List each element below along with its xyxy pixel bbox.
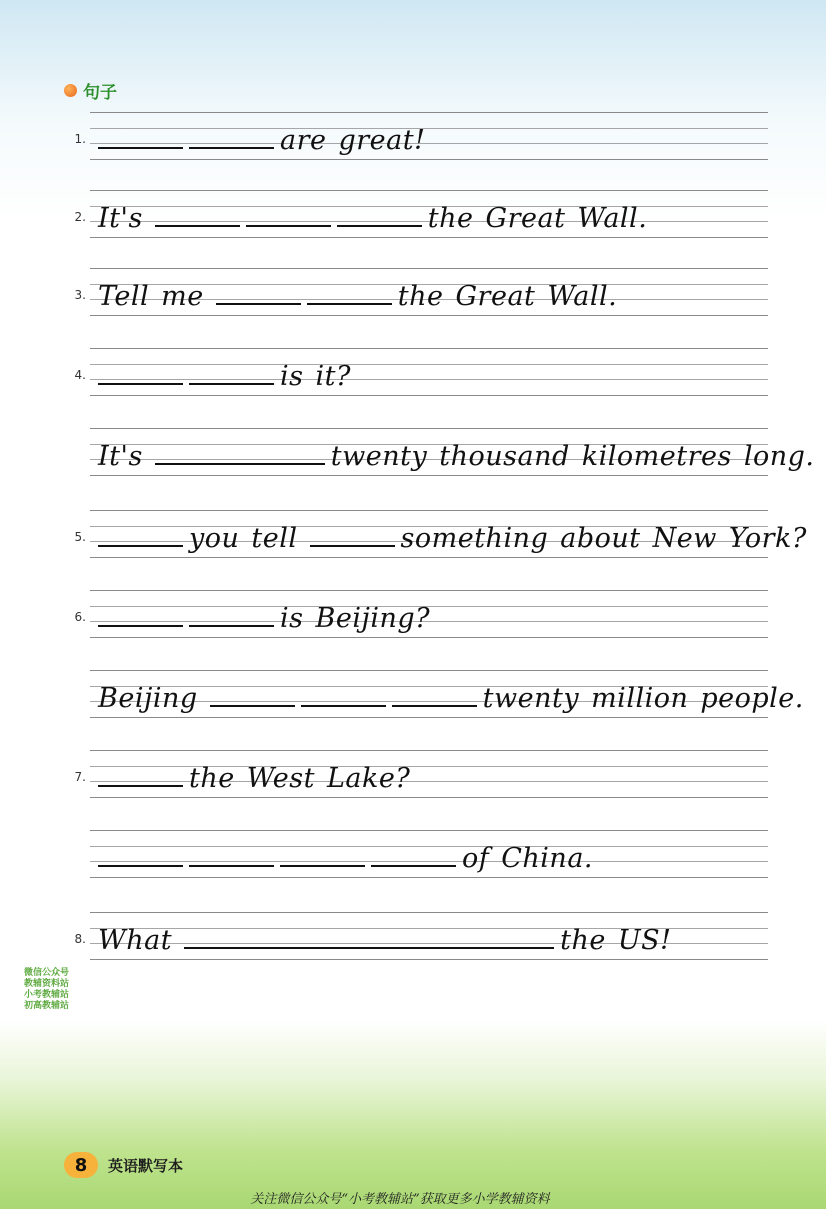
watermark-line: 微信公众号 [24,968,70,978]
sentence-text [98,834,605,874]
sentence-word: US! [617,925,672,956]
answer-blank[interactable] [98,544,183,547]
answer-blank[interactable] [307,302,392,305]
answer-blank[interactable] [392,704,477,707]
sentence-word: Great [485,203,566,234]
sentence-word: tell [251,523,298,554]
sentence-word: you [189,523,240,554]
sentence-text [98,116,437,156]
sentence-text [98,916,683,956]
sentence-word: it? [315,361,351,392]
answer-blank[interactable] [301,704,386,707]
sentence-word: York? [728,523,807,554]
line-number: 8. [74,932,86,946]
sentence-word: China. [501,843,594,874]
sentence-word: great! [338,125,426,156]
sentence-word: Wall. [577,203,648,234]
line-number: 6. [74,610,86,624]
sentence-word: thousand [439,441,570,472]
exercise-line [0,268,800,318]
bottom-note: 关注微信公众号“小考教辅站”获取更多小学教辅资料 [250,1192,550,1207]
sentence-text [98,594,442,634]
sentence-word: twenty [482,683,580,714]
sentence-word: Beijing [98,683,198,714]
answer-blank[interactable] [189,864,274,867]
sentence-text [98,674,816,714]
answer-blank[interactable] [210,704,295,707]
answer-blank[interactable] [155,462,325,465]
answer-blank[interactable] [280,864,365,867]
answer-blank[interactable] [155,224,240,227]
sentence-word: It's [98,441,143,472]
sentence-word: the [189,763,235,794]
answer-blank[interactable] [184,946,554,949]
answer-blank[interactable] [371,864,456,867]
answer-blank[interactable] [189,624,274,627]
answer-blank[interactable] [310,544,395,547]
exercise-line [0,428,815,478]
sentence-word: What [98,925,173,956]
sentence-word: the [397,281,444,312]
sentence-word: It's [98,203,143,234]
sentence-word: Beijing? [315,603,431,634]
answer-blank[interactable] [98,146,183,149]
sentence-text [98,194,659,234]
exercise-line [0,510,807,560]
sentence-text [98,754,422,794]
line-number: 1. [74,132,86,146]
exercise-line [0,670,804,720]
watermark-line: 初高教辅站 [24,1001,70,1011]
answer-blank[interactable] [98,784,183,787]
answer-blank[interactable] [189,146,274,149]
line-number: 7. [74,770,86,784]
sentence-word: New [652,523,717,554]
answer-blank[interactable] [246,224,331,227]
answer-blank[interactable] [337,224,422,227]
watermark-line: 教辅资料站 [24,979,70,989]
sentence-word: Great [455,281,536,312]
answer-blank[interactable] [216,302,301,305]
section-title: 句子 [83,83,117,103]
sentence-word: of [462,843,490,874]
page-footer [64,1152,183,1178]
sentence-word: the [427,203,474,234]
watermark-line: 小考教辅站 [24,990,70,1000]
line-number: 3. [74,288,86,302]
sentence-text [98,272,629,312]
sentence-word: is [280,603,304,634]
answer-blank[interactable] [189,382,274,385]
sentence-text [98,352,363,392]
line-number: 2. [74,210,86,224]
line-number: 5. [74,530,86,544]
sentence-word: is [280,361,304,392]
sentence-word: West [246,763,315,794]
sentence-word: kilometres [581,441,732,472]
answer-blank[interactable] [98,864,183,867]
sentence-word: Wall. [547,281,618,312]
page-number: 8 [64,1152,98,1178]
sentence-word: people. [700,683,804,714]
book-title: 英语默写本 [108,1156,184,1175]
exercise-line [0,830,800,880]
exercise-line [0,750,800,800]
answer-blank[interactable] [98,382,183,385]
sentence-word: long. [743,441,815,472]
orange-dot-icon [64,84,77,97]
exercise-line [0,590,800,640]
sentence-word: about [560,523,641,554]
sentence-word: Tell [98,281,150,312]
sentence-word: me [161,281,204,312]
section-header [64,78,117,103]
side-watermark [24,968,69,1012]
answer-blank[interactable] [98,624,183,627]
sentence-word: are [280,125,327,156]
sentence-word: twenty [330,441,428,472]
sentence-word: Lake? [326,763,411,794]
exercise-line [0,190,800,240]
sentence-text [98,432,826,472]
line-number: 4. [74,368,86,382]
exercise-line [0,912,800,962]
sentence-word: something [400,523,549,554]
sentence-word: million [591,683,689,714]
sentence-text [98,514,819,554]
exercise-line [0,112,800,162]
sentence-word: the [560,925,606,956]
exercise-line [0,348,800,398]
